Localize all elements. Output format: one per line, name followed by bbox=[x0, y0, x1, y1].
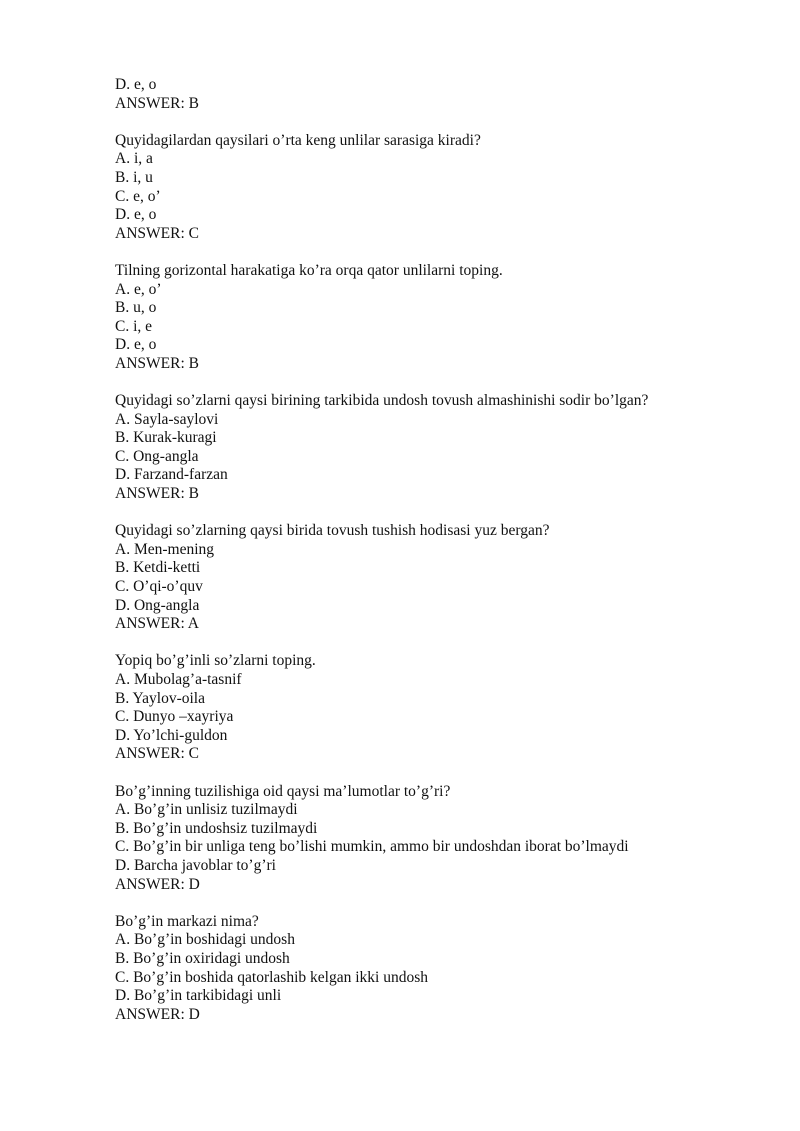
answer-line: ANSWER: B bbox=[115, 94, 199, 112]
option-b: B. Yaylov-oila bbox=[115, 689, 205, 707]
option-a: A. Bo’g’in unlisiz tuzilmaydi bbox=[115, 801, 298, 819]
option-d: D. Ong-angla bbox=[115, 596, 200, 614]
option-a: A. i, a bbox=[115, 150, 153, 168]
option-a: A. e, o’ bbox=[115, 280, 162, 298]
option-c: C. O’qi-o’quv bbox=[115, 578, 203, 596]
option-b: B. u, o bbox=[115, 299, 157, 317]
question-block-3 bbox=[115, 392, 715, 504]
question-block-7 bbox=[115, 913, 715, 1025]
answer-line: ANSWER: B bbox=[115, 354, 199, 372]
question-text: Bo’g’inning tuzilishiga oid qaysi ma’lumotlar to’g’ri? bbox=[115, 782, 451, 800]
question-block-5 bbox=[115, 652, 715, 764]
option-d: D. e, o bbox=[115, 336, 157, 354]
option-c: C. Ong-angla bbox=[115, 447, 199, 465]
option-d: D. Barcha javoblar to’g’ri bbox=[115, 856, 276, 874]
answer-line: ANSWER: D bbox=[115, 875, 200, 893]
question-block-1 bbox=[115, 132, 715, 244]
answer-line: ANSWER: D bbox=[115, 1005, 200, 1023]
answer-line: ANSWER: C bbox=[115, 745, 199, 763]
option-d: D. Bo’g’in tarkibidagi unli bbox=[115, 987, 282, 1005]
option-b: B. Bo’g’in oxiridagi undosh bbox=[115, 949, 290, 967]
option-c: C. i, e bbox=[115, 317, 153, 335]
answer-line: ANSWER: A bbox=[115, 615, 199, 633]
option-d: D. Yo’lchi-guldon bbox=[115, 726, 228, 744]
question-text: Quyidagi so’zlarni qaysi birining tarkibida undosh tovush almashinishi sodir bo’lgan? bbox=[115, 392, 649, 410]
lead-block bbox=[115, 76, 715, 113]
option-a: A. Mubolag’a-tasnif bbox=[115, 671, 242, 688]
option-b: B. i, u bbox=[115, 168, 153, 186]
question-text: Tilning gorizontal harakatiga ko’ra orqa qator unlilarni toping. bbox=[115, 261, 503, 279]
option-line: D. e, o bbox=[115, 76, 157, 93]
answer-line: ANSWER: C bbox=[115, 224, 199, 242]
option-c: C. Dunyo –xayriya bbox=[115, 708, 234, 726]
option-b: B. Bo’g’in undoshsiz tuzilmaydi bbox=[115, 819, 318, 837]
question-block-6 bbox=[115, 783, 715, 895]
option-d: D. e, o bbox=[115, 206, 157, 224]
option-d: D. Farzand-farzan bbox=[115, 466, 228, 484]
option-a: A. Men-mening bbox=[115, 540, 215, 558]
option-b: B. Ketdi-ketti bbox=[115, 559, 201, 577]
question-text: Quyidagilardan qaysilari o’rta keng unlilar sarasiga kiradi? bbox=[115, 131, 481, 149]
question-text: Yopiq bo’g’inli so’zlarni toping. bbox=[115, 652, 316, 670]
question-text: Bo’g’in markazi nima? bbox=[115, 912, 259, 930]
option-a: A. Sayla-saylovi bbox=[115, 410, 219, 428]
option-c: C. Bo’g’in boshida qatorlashib kelgan ikki undosh bbox=[115, 968, 428, 986]
question-text: Quyidagi so’zlarning qaysi birida tovush tushish hodisasi yuz bergan? bbox=[115, 522, 550, 540]
option-b: B. Kurak-kuragi bbox=[115, 429, 217, 447]
answer-line: ANSWER: B bbox=[115, 485, 199, 503]
option-c: C. e, o’ bbox=[115, 187, 161, 205]
question-block-4 bbox=[115, 522, 715, 634]
option-c: C. Bo’g’in bir unliga teng bo’lishi mumkin, ammo bir undoshdan iborat bo’lmaydi bbox=[115, 838, 629, 856]
option-a: A. Bo’g’in boshidagi undosh bbox=[115, 931, 295, 949]
document-page bbox=[115, 76, 715, 1024]
question-block-2 bbox=[115, 262, 715, 374]
